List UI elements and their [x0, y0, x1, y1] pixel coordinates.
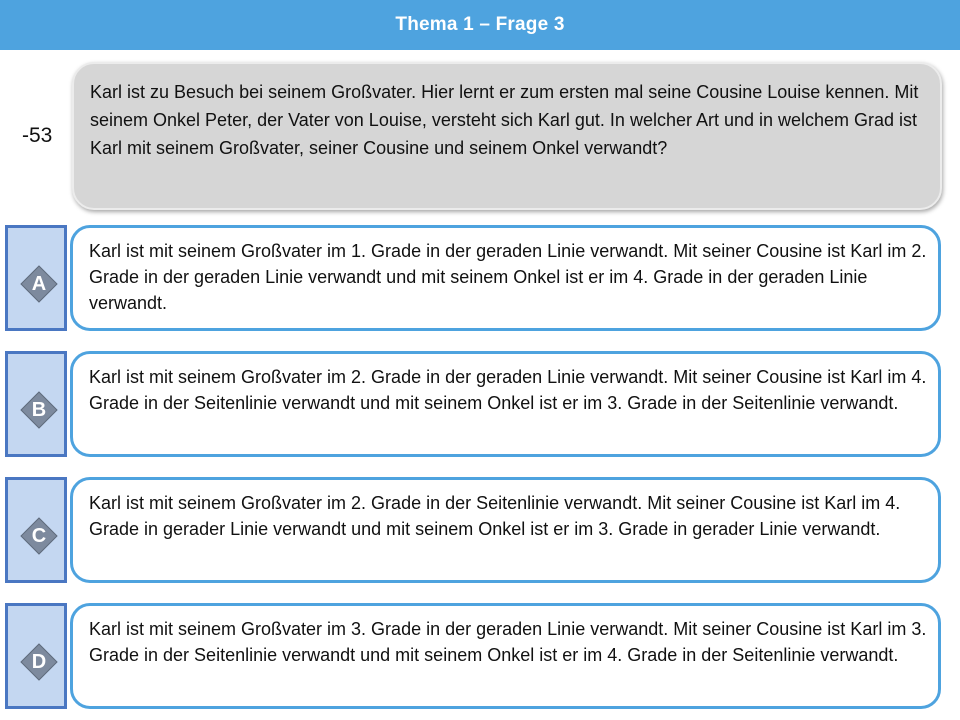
answer-marker-a [20, 265, 58, 303]
answer-letter-d: D [31, 650, 47, 673]
answer-marker-b [20, 391, 58, 429]
answer-tab-c[interactable] [5, 477, 67, 583]
question-number: -53 [22, 124, 53, 147]
answer-text-c: Karl ist mit seinem Großvater im 2. Grade in der Seitenlinie verwandt. Mit seiner Cousine ist Karl im 4. Grade in gerader Linie verwandt und mit seinem Onkel ist er im 3. Grade in gerader Linie verwandt. [89, 493, 901, 539]
question-box [72, 62, 942, 210]
answer-letter-c: C [31, 524, 47, 547]
answer-text-b: Karl ist mit seinem Großvater im 2. Grade in der geraden Linie verwandt. Mit seiner Cousine ist Karl im 4. Grade in der Seitenlinie verwandt und mit seinem Onkel ist er im 3. Grade in der Seitenlinie verwandt. [89, 367, 927, 413]
answer-option-b[interactable] [70, 351, 941, 457]
answer-option-d[interactable] [70, 603, 941, 709]
page-header [0, 0, 960, 50]
answer-option-a[interactable] [70, 225, 941, 331]
answer-letter-b: B [31, 398, 47, 421]
answer-tab-a[interactable] [5, 225, 67, 331]
answer-marker-c [20, 517, 58, 555]
question-text: Karl ist zu Besuch bei seinem Großvater. Hier lernt er zum ersten mal seine Cousine Louise kennen. Mit seinem Onkel Peter, der Vater von Louise, versteht sich Karl gut. In welcher Art und in welchem Grad ist Karl mit seinem Großvater, seiner Cousine und seinem Onkel verwandt? [90, 82, 919, 158]
answer-text-d: Karl ist mit seinem Großvater im 3. Grade in der geraden Linie verwandt. Mit seiner Cousine ist Karl im 3. Grade in der Seitenlinie verwandt und mit seinem Onkel ist er im 4. Grade in der Seitenlinie verwandt. [89, 619, 927, 665]
answer-tab-b[interactable] [5, 351, 67, 457]
answer-tab-d[interactable] [5, 603, 67, 709]
page-title: Thema 1 – Frage 3 [395, 14, 565, 35]
answer-letter-a: A [31, 272, 47, 295]
answer-marker-d [20, 643, 58, 681]
answer-text-a: Karl ist mit seinem Großvater im 1. Grade in der geraden Linie verwandt. Mit seiner Cousine ist Karl im 2. Grade in der geraden Linie verwandt und mit seinem Onkel ist er im 4. Grade in der geraden Linie verwandt. [89, 241, 927, 313]
answer-option-c[interactable] [70, 477, 941, 583]
